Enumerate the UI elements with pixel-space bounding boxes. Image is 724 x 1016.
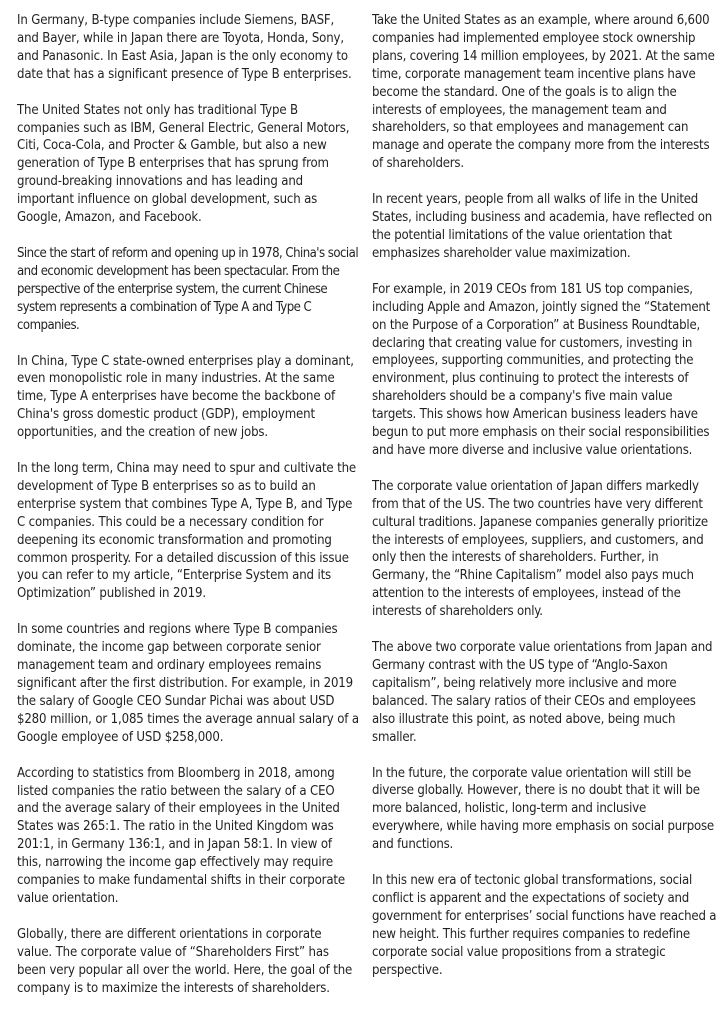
paragraph-japan-value-orientation: The corporate value orientation of Japan differs markedly from that of the US. The two countries have very different cultural traditions. Japanese companies generally prioritize the interests of employees, suppliers, and customers, and only then the interests of shareholders. Further, in Germany, the “Rhine Capitalism” model also pays much attention to the interests of employees, instead of the interests of shareholders only. xyxy=(372,478,708,620)
right-column xyxy=(372,12,718,998)
paragraph-us-employee-stock: Take the United States as an example, where around 6,600 companies had implemented employee stock ownership plans, covering 14 million employees, by 2021. At the same time, corporate management team incentive plans have become the standard. One of the goals is to align the interests of employees, the management team and shareholders, so that employees and management can manage and operate the company more from the interests of shareholders. xyxy=(372,13,715,172)
paragraph-anglo-saxon-contrast: The above two corporate value orientations from Japan and Germany contrast with the US type of “Anglo-Saxon capitalism”, being relatively more inclusive and more balanced. The salary ratios of their CEOs and employees also illustrate this point, as noted above, being much smaller. xyxy=(372,640,713,745)
left-column xyxy=(17,12,359,1016)
paragraph-bloomberg-statistics: According to statistics from Bloomberg in 2018, among listed companies the ratio between the salary of a CEO and the average salary of their employees in the United States was 265:1. The ratio in the United Kingdom was 201:1, in Germany 136:1, and in Japan 58:1. In view of this, narrowing the income gap effectively may require companies to make fundamental shifts in their corporate value orientation. xyxy=(17,765,345,906)
paragraph-income-gap: In some countries and regions where Type B companies dominate, the income gap between corporate senior management team and ordinary employees remains significant after the first distribution. For example, in 2019 the salary of Google CEO Sundar Pichai was about USD $280 million, or 1,085 times the average annual salary of a Google employee of USD $258,000. xyxy=(17,622,359,745)
paragraph-china-long-term: In the long term, China may need to spur and cultivate the development of Type B enterprises so as to build an enterprise system that combines Type A, Type B, and Type C companies. This could be a necessary condition for deepening its economic transformation and promoting common prosperity. For a detailed discussion of this issue you can refer to my article, “Enterprise System and its Optimization” published in 2019. xyxy=(17,461,357,602)
paragraph-us-type-b: The United States not only has traditional Type B companies such as IBM, General Electric, General Motors, Citi, Coca-Cola, and Procter & Gamble, but also a new generation of Type B enterprises that has sprung from ground-breaking innovations and has leading and important influence on global development, such as Google, Amazon, and Facebook. xyxy=(17,102,350,226)
paragraph-type-b-germany-japan: In Germany, B-type companies include Siemens, BASF, and Bayer, while in Japan there are Toyota, Honda, Sony, and Panasonic. In East Asia, Japan is the only economy to date that has a significant presence of Type B enterprises. xyxy=(17,13,352,82)
paragraph-recent-years: In recent years, people from all walks of life in the United States, including business and academia, have reflected on the potential limitations of the value orientation that emphasizes shareholder value maximization. xyxy=(372,192,713,261)
paragraph-business-roundtable: For example, in 2019 CEOs from 181 US top companies, including Apple and Amazon, jointly signed the “Statement on the Purpose of a Corporation” at Business Roundtable, declaring that creating value for customers, investing in employees, supporting communities, and protecting the environment, plus continuing to protect the interests of shareholders should be a company's five main value targets. This shows how American business leaders have begun to put more emphasis on their social responsibilities and have more diverse and inclusive value orientations. xyxy=(372,281,711,458)
paragraph-china-type-c: In China, Type C state-owned enterprises play a dominant, even monopolistic role in many industries. At the same time, Type A enterprises have become the backbone of China's gross domestic product (GDP), employment opportunities, and the creation of new jobs. xyxy=(17,353,354,441)
paragraph-new-era: In this new era of tectonic global transformations, social conflict is apparent and the expectations of society and government for enterprises’ social functions have reached a new height. This further requires companies to redefine corporate social value propositions from a strategic perspective. xyxy=(372,873,717,978)
paragraph-future-orientation: In the future, the corporate value orientation will still be diverse globally. However, there is no doubt that it will be more balanced, holistic, long-term and inclusive everywhere, while having more emphasis on social purpose and functions. xyxy=(372,765,714,853)
paragraph-china-reform: Since the start of reform and opening up in 1978, China's social and economic development has been spectacular. From the perspective of the enterprise system, the current Chinese system represents a combination of Type A and Type C companies. xyxy=(17,245,359,333)
paragraph-shareholders-first: Globally, there are different orientations in corporate value. The corporate value of “Shareholders First” has been very popular all over the world. Here, the goal of the company is to maximize the interests of shareholders. xyxy=(17,926,353,996)
